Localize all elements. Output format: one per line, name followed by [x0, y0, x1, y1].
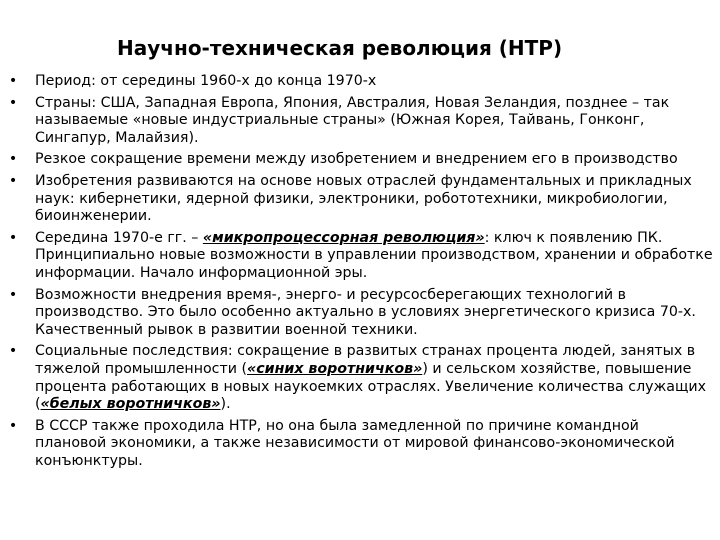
bullet-marker: •	[8, 229, 18, 246]
bullet-item-microprocessor	[0, 230, 720, 283]
bullet-list	[0, 73, 720, 474]
bullet-item-time-reduction	[0, 151, 720, 169]
bullet-marker: •	[8, 343, 18, 360]
bullet-text-before: Середина 1970-е гг. –	[35, 229, 203, 246]
bullet-text: Возможности внедрения время-, энерго- и ресурсосберегающих технологий в производство. Это было особенно актуально в условиях энергетического кризиса 70-х. Качественный рывок в развитии военной техники.	[35, 286, 696, 338]
bullet-marker: •	[8, 286, 18, 303]
bullet-item-technologies	[0, 287, 720, 340]
bullet-item-sciences	[0, 173, 720, 226]
bullet-marker: •	[8, 417, 18, 434]
bullet-item-social	[0, 343, 720, 413]
bullet-text-middle: ) и сельском хозяйстве, повышение процента работающих в новых наукоемких отраслях. Увеличение количества служащих (	[35, 360, 706, 413]
blue-collar-term: «синих воротничков»	[247, 360, 423, 377]
bullet-marker: •	[8, 94, 18, 111]
slide-title: Научно-техническая революция (НТР)	[117, 36, 563, 60]
bullet-text-before: Социальные последствия: сокращение в развитых странах процента людей, занятых в тяжелой промышленности (	[35, 343, 696, 377]
bullet-text: Период: от середины 1960-х до конца 1970-х	[35, 73, 377, 89]
bullet-text: Изобретения развиваются на основе новых отраслей фундаментальных и прикладных наук: кибернетики, ядерной физики, электроники, робототехники, микробиологии, биоинженерии.	[35, 172, 692, 225]
bullet-item-ussr	[0, 418, 720, 471]
bullet-text: Резкое сокращение времени между изобретением и внедрением его в производство	[35, 151, 678, 168]
bullet-text: Страны: США, Западная Европа, Япония, Австралия, Новая Зеландия, позднее – так называемые «новые индустриальные страны» (Южная Корея, Тайвань, Гонконг, Сингапур, Малайзия).	[35, 94, 670, 146]
microprocessor-revolution-term: «микропроцессорная революция»	[202, 229, 485, 246]
bullet-item-period	[0, 73, 720, 91]
bullet-text: В СССР также проходила НТР, но она была замедленной по причине командной плановой экономики, а также независимости от мировой финансово-экономической конъюнктуры.	[35, 417, 675, 469]
bullet-text-after: : ключ к появлению ПК. Принципиально новые возможности в управлении производством, хранении и обработке информации. Начало информационной эры.	[35, 229, 713, 281]
bullet-marker: •	[8, 151, 18, 168]
white-collar-term: «белых воротничков»	[40, 396, 221, 413]
bullet-marker: •	[8, 172, 18, 189]
bullet-item-countries	[0, 95, 720, 148]
bullet-text-after: ).	[220, 396, 231, 413]
bullet-marker: •	[8, 73, 18, 89]
